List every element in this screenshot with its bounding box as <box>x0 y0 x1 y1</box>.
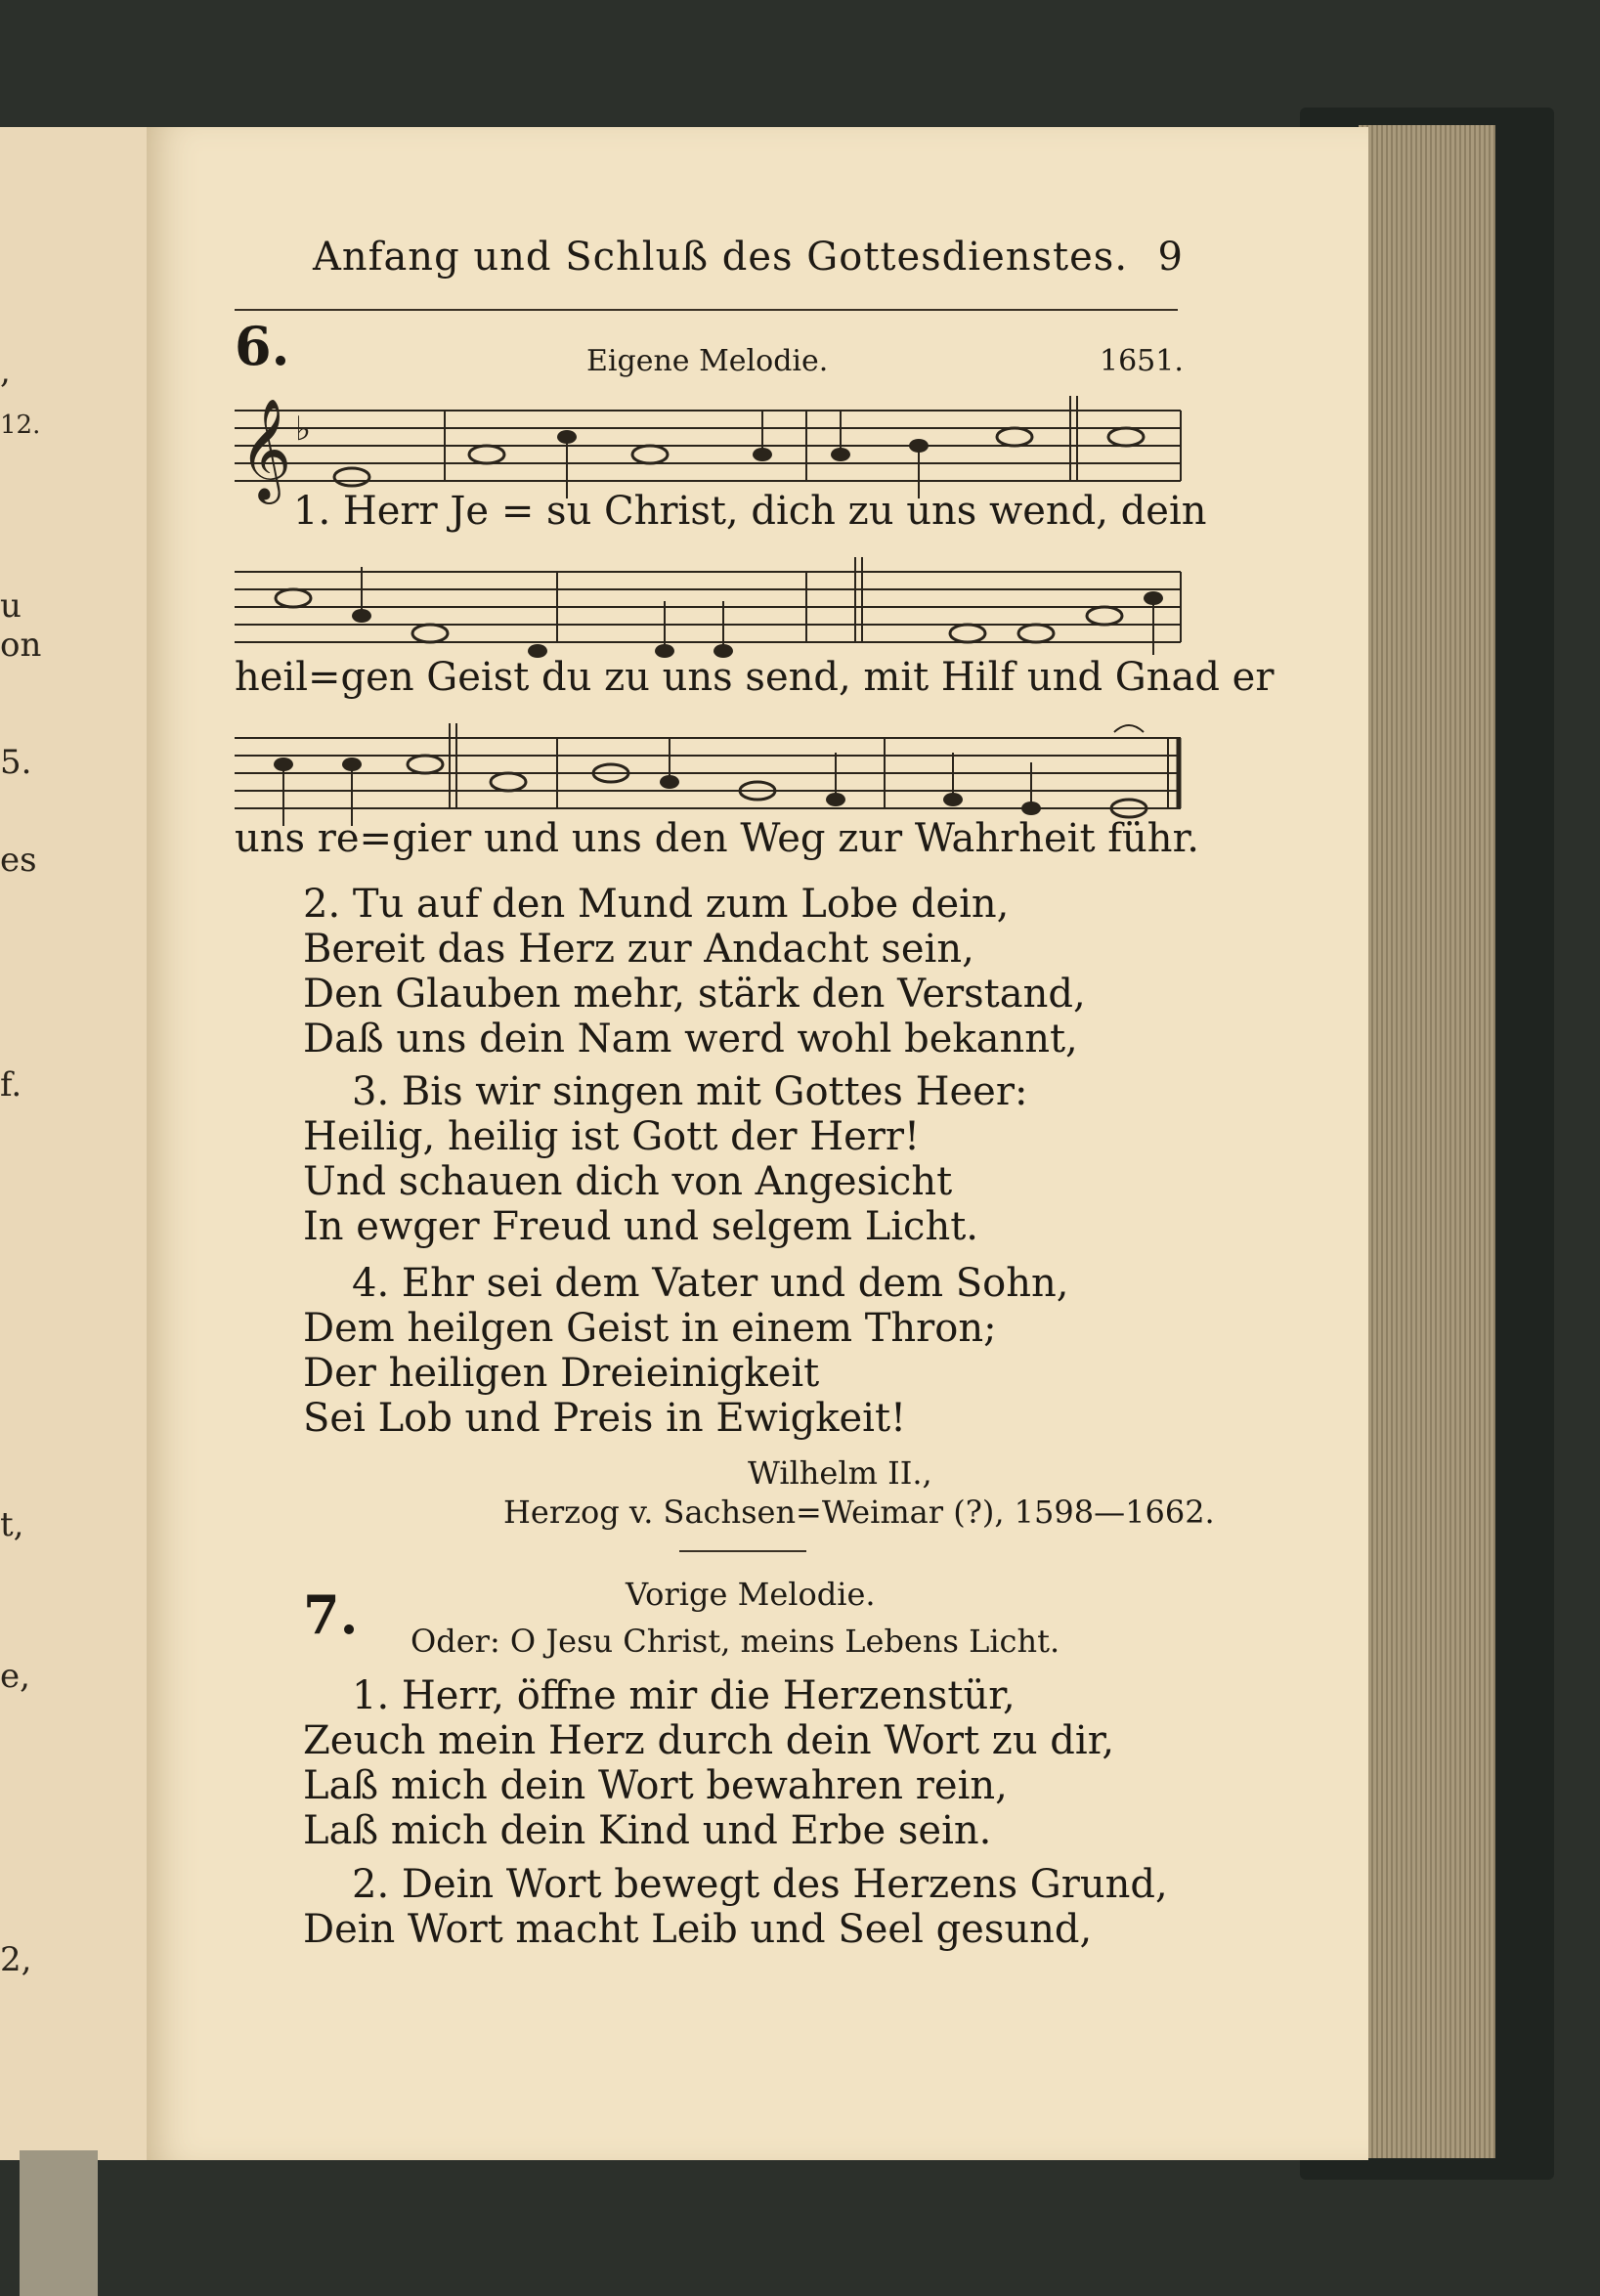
lyric-line: heil=gen Geist du zu uns send, mit Hilf und Gnad er <box>235 655 1275 700</box>
left-fragment: 12. <box>0 411 41 440</box>
verse-line: Sei Lob und Preis in Ewigkeit! <box>303 1396 907 1441</box>
verse-line: 2. Dein Wort bewegt des Herzens Grund, <box>352 1862 1168 1907</box>
verse-line: Und schauen dich von Angesicht <box>303 1159 953 1204</box>
verse-line: Laß mich dein Kind und Erbe sein. <box>303 1808 992 1853</box>
verse-line: Zeuch mein Herz durch dein Wort zu dir, <box>303 1718 1115 1763</box>
left-fragment: u <box>0 586 22 626</box>
left-fragment: on <box>0 626 42 665</box>
left-fragment: f. <box>0 1065 22 1105</box>
verse-line: 2. Tu auf den Mund zum Lobe dein, <box>303 882 1010 927</box>
author-name: Wilhelm II., <box>748 1454 932 1492</box>
header-title: Anfang und Schluß des Gottesdienstes. <box>313 235 1129 280</box>
alternative-melody: Oder: O Jesu Christ, meins Lebens Licht. <box>411 1623 1060 1660</box>
hymn-number: 7. <box>303 1583 359 1646</box>
melody-note: Vorige Melodie. <box>626 1576 876 1613</box>
left-fragment: 5. <box>0 743 32 782</box>
music-staff <box>235 557 1183 665</box>
left-fragment: es <box>0 841 37 880</box>
left-fragment: t, <box>0 1505 24 1544</box>
hymn-year: 1651. <box>1100 344 1184 378</box>
left-page <box>0 127 156 2160</box>
lyric-line: uns re=gier und uns den Weg zur Wahrheit führ. <box>235 816 1200 861</box>
left-fragment: , <box>0 352 11 391</box>
page-edges <box>1359 125 1495 2158</box>
svg-text:♭: ♭ <box>295 410 312 449</box>
verse-line: In ewger Freud und selgem Licht. <box>303 1204 978 1249</box>
page-number: 9 <box>1157 235 1183 280</box>
header-rule <box>235 309 1178 311</box>
verse-line: Daß uns dein Nam werd wohl bekannt, <box>303 1017 1078 1061</box>
verse-line: Der heiligen Dreieinigkeit <box>303 1351 820 1396</box>
verse-line: 4. Ehr sei dem Vater und dem Sohn, <box>352 1261 1069 1306</box>
svg-text:𝄞: 𝄞 <box>239 398 292 500</box>
verse-line: Heilig, heilig ist Gott der Herr! <box>303 1114 921 1159</box>
verse-line: Den Glauben mehr, stärk den Verstand, <box>303 972 1086 1017</box>
section-divider <box>679 1550 806 1552</box>
verse-line: 1. Herr, öffne mir die Herzenstür, <box>352 1673 1016 1718</box>
melody-note: Eigene Melodie. <box>586 344 829 378</box>
verse-line: Laß mich dein Wort bewahren rein, <box>303 1763 1008 1808</box>
author-detail: Herzog v. Sachsen=Weimar (?), 1598—1662. <box>503 1494 1215 1531</box>
hymn-number: 6. <box>235 315 290 377</box>
verse-line: Bereit das Herz zur Andacht sein, <box>303 927 974 972</box>
verse-line: 3. Bis wir singen mit Gottes Heer: <box>352 1069 1028 1114</box>
left-fragment: 2, <box>0 1940 32 1979</box>
verse-line: Dem heilgen Geist in einem Thron; <box>303 1306 997 1351</box>
verse-line: Dein Wort macht Leib und Seel gesund, <box>303 1907 1093 1952</box>
left-fragment: e, <box>0 1657 30 1696</box>
bookmark-ribbon <box>20 2150 98 2296</box>
lyric-line: 1. Herr Je = su Christ, dich zu uns wend, dein <box>293 489 1207 534</box>
running-header <box>313 235 1183 283</box>
